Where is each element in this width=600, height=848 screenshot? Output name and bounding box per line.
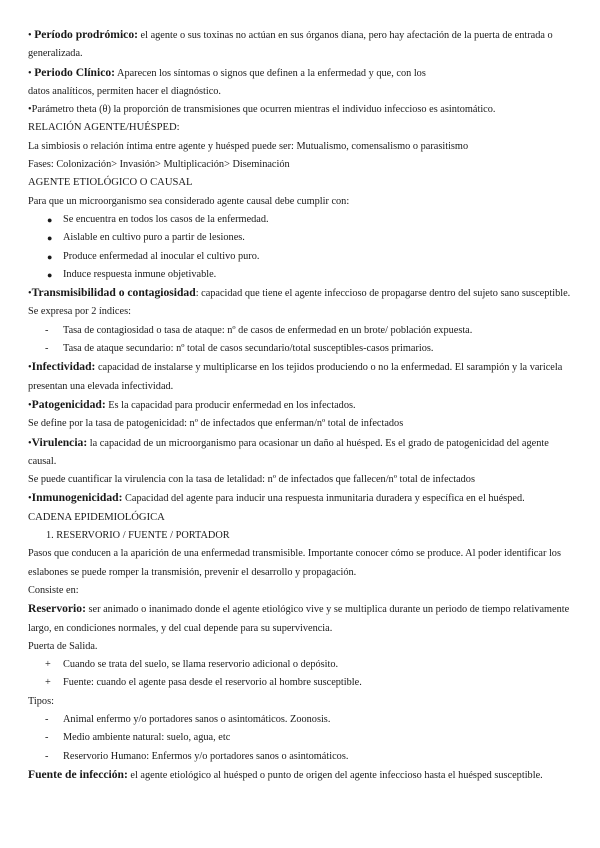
section-heading: RELACIÓN AGENTE/HUÉSPED: [28, 122, 180, 134]
list-item-text: Tasa de ataque secundario: nº total de casos secundario/total susceptibles-casos primarios. [63, 343, 434, 355]
list-item [28, 322, 576, 340]
paragraph-text: Tipos: [28, 695, 54, 707]
term: Inmunogenicidad: [31, 491, 123, 505]
paragraph [28, 101, 576, 119]
paragraph-text: Aparecen los síntomas o signos que definen a la enfermedad y que, con los [115, 67, 426, 79]
list-item [28, 729, 576, 747]
list-item [28, 211, 576, 229]
paragraph [28, 396, 576, 415]
numbered-heading: 1. RESERVORIO / FUENTE / PORTADOR [46, 530, 230, 542]
list-item [28, 748, 576, 766]
list-item-text: Fuente: cuando el agente pasa desde el reservorio al hombre susceptible. [63, 677, 362, 689]
bullet-marker: • [28, 288, 32, 300]
bullet-marker: • [28, 399, 32, 411]
list-marker: ● [47, 233, 53, 244]
bullet-marker: • [28, 362, 32, 374]
paragraph [28, 582, 576, 600]
list-item [28, 656, 576, 674]
paragraph-text: Es la capacidad para producir enfermedad en los infectados. [105, 399, 356, 411]
list-marker: - [45, 713, 49, 725]
paragraph [28, 638, 576, 656]
paragraph-text: : capacidad que tiene el agente infeccioso de propagarse dentro del sujeto sano susceptible. Se expresa por 2 índices: [28, 288, 571, 318]
list-item-text: Medio ambiente natural: suelo, agua, etc [63, 732, 231, 744]
bullet-marker: • [28, 493, 32, 505]
paragraph [28, 545, 576, 582]
list-item [28, 266, 576, 284]
list-item [28, 248, 576, 266]
list-item-text: Tasa de contagiosidad o tasa de ataque: nº de casos de enfermedad en un brote/ población expuesta. [63, 324, 473, 336]
section-heading: CADENA EPIDEMIOLÓGICA [28, 511, 165, 523]
list-item [28, 674, 576, 692]
list-marker: ● [47, 269, 53, 280]
term: Periodo Clínico: [34, 65, 116, 79]
list-marker: - [45, 750, 49, 762]
paragraph [28, 284, 576, 322]
paragraph-text: el agente o sus toxinas no actúan en sus órganos diana, pero hay afectación de la puerta de entrada o generalizada. [28, 30, 553, 60]
paragraph [28, 766, 576, 785]
paragraph [28, 193, 576, 211]
paragraph-text: Para que un microorganismo sea considerado agente causal debe cumplir con: [28, 195, 350, 207]
paragraph-text: La simbiosis o relación íntima entre agente y huésped puede ser: Mutualismo, comensalismo o parasitismo [28, 140, 469, 152]
list-marker: ● [47, 251, 53, 262]
list-item-text: Aislable en cultivo puro a partir de lesiones. [63, 232, 245, 244]
document-page [28, 26, 576, 785]
paragraph-text: Pasos que conducen a la aparición de una enfermedad transmisible. Importante conocer cómo se produce. Al poder identificar los eslabones se puede romper la transmisión, prevenir el desarrollo y propagación. [28, 548, 561, 578]
list-item [28, 711, 576, 729]
bullet-marker: • [28, 30, 35, 41]
paragraph [28, 471, 576, 489]
term: Reservorio: [28, 602, 86, 616]
list-marker: - [45, 324, 49, 336]
paragraph-text: Capacidad del agente para inducir una respuesta inmunitaria duradera y específica en el huésped. [122, 493, 525, 505]
paragraph [28, 26, 576, 64]
section-heading: AGENTE ETIOLÓGICO O CAUSAL [28, 177, 193, 189]
paragraph [28, 64, 576, 83]
paragraph-text: capacidad de instalarse y multiplicarse en los tejidos produciendo o no la enfermedad. El sarampión y la varicela presentan una elevada infectividad. [28, 362, 563, 392]
paragraph-text: datos analíticos, permiten hacer el diagnóstico. [28, 85, 222, 97]
list-item-text: Se encuentra en todos los casos de la enfermedad. [63, 213, 269, 225]
term: Infectividad: [31, 360, 96, 374]
list-marker: + [45, 659, 51, 671]
term: Fuente de infección: [28, 767, 128, 781]
list-marker: + [45, 677, 51, 689]
term: Patogenicidad: [31, 397, 106, 411]
paragraph-text: Se define por la tasa de patogenicidad: nº de infectados que enferman/nº total de infectados [28, 418, 404, 430]
term: Virulencia: [31, 435, 88, 449]
paragraph [28, 600, 576, 638]
list-marker: - [45, 343, 49, 355]
list-item [28, 340, 576, 358]
paragraph-text: Fases: Colonización> Invasión> Multiplicación> Diseminación [28, 159, 290, 171]
term: Transmisibilidad o contagiosidad [31, 286, 196, 300]
paragraph [28, 156, 576, 174]
list-item-text: Induce respuesta inmune objetivable. [63, 268, 217, 280]
paragraph [28, 693, 576, 711]
list-item-text: Cuando se trata del suelo, se llama reservorio adicional o depósito. [63, 659, 339, 671]
bullet-marker: • [28, 437, 32, 449]
list-item [28, 229, 576, 247]
paragraph [28, 83, 576, 101]
paragraph-text: Se puede cuantificar la virulencia con la tasa de letalidad: nº de infectados que fallecen/nº total de infectados [28, 474, 475, 486]
paragraph-text: Puerta de Salida. [28, 640, 98, 652]
term: Período prodrómico: [34, 28, 138, 41]
list-marker: - [45, 732, 49, 744]
paragraph [28, 138, 576, 156]
paragraph [28, 434, 576, 472]
paragraph [28, 489, 576, 508]
paragraph-text: ser animado o inanimado donde el agente etiológico vive y se multiplica durante un periodo de tiempo relativamente largo, en condiciones normales, y del cual depende para su supervivencia. [28, 604, 570, 634]
list-item-text: Produce enfermedad al inocular el cultivo puro. [63, 250, 260, 262]
list-marker: ● [47, 214, 53, 225]
paragraph-text: la capacidad de un microorganismo para ocasionar un daño al huésped. Es el grado de patogenicidad del agente causal. [28, 437, 549, 467]
paragraph-text: Parámetro theta (θ) la proporción de transmisiones que ocurren mientras el individuo infeccioso es asintomático. [31, 104, 496, 116]
paragraph-text: Consiste en: [28, 584, 79, 596]
list-item-text: Reservorio Humano: Enfermos y/o portadores sanos o asintomáticos. [63, 750, 349, 762]
paragraph-text: el agente etiológico al huésped o punto de origen del agente infeccioso hasta el huésped susceptible. [127, 769, 543, 781]
bullet-marker: • [28, 104, 32, 116]
paragraph [28, 415, 576, 433]
bullet-marker: • [28, 67, 35, 79]
paragraph [28, 358, 576, 396]
list-item-text: Animal enfermo y/o portadores sanos o asintomáticos. Zoonosis. [63, 713, 331, 725]
